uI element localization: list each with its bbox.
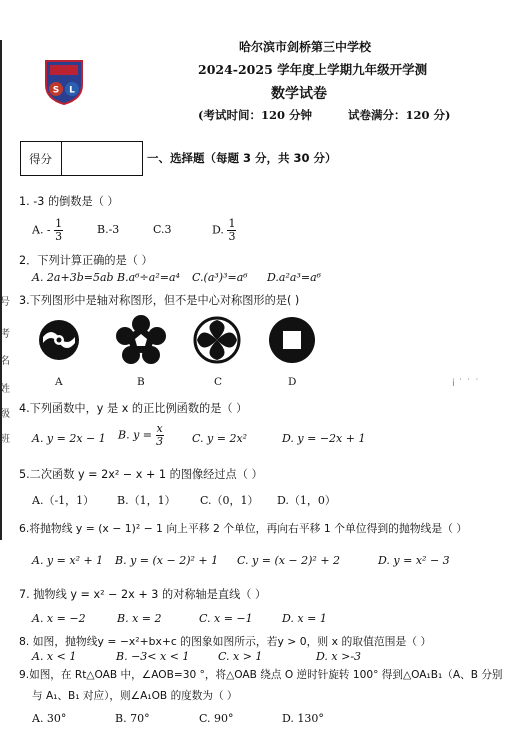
section-title: 一、选择题（每题 3 分，共 30 分） [147,151,337,165]
school-name: 哈尔滨市剑桥第三中学校 [239,40,372,54]
q5-option-c: C.（0，1） [200,494,259,507]
q6-option-d: D. y = x² − 3 [378,554,450,567]
side-mark: 班 [0,434,10,445]
question-4: 4.下列函数中，y 是 x 的正比例函数的是（ ） [19,402,248,415]
q7-option-b: B. x = 2 [117,612,162,625]
q4-option-d: D. y = −2x + 1 [282,432,366,445]
exam-time: (考试时间：120 分钟 [198,108,312,122]
score-divider [61,142,62,175]
q1-d-prefix: D. [212,223,224,237]
side-mark: 级 [0,409,10,420]
side-mark: 姓 [0,384,10,395]
question-8: 8. 如图，抛物线y = −x²+bx+c 的图象如图所示，若y > 0，则 x 的取值范围是（ ） [19,635,432,648]
question-3: 3.下列图形中是轴对称图形，但不是中心对称图形的是( ) [19,294,300,307]
q8-option-a: A. x < 1 [32,650,77,663]
q8-option-b: B. −3< x < 1 [116,650,190,663]
figure-a [38,315,80,365]
q9-option-c: C. 90° [199,712,234,725]
q9-option-a: A. 30° [32,712,67,725]
exam-term: 2024-2025 学年度上学期九年级开学测 [198,62,428,77]
binding-line [0,40,2,540]
q1-option-a [32,218,63,243]
question-7: 7. 抛物线 y = x² − 2x + 3 的对称轴是直线（ ） [19,588,267,601]
q1-option-c: C.3 [153,223,172,236]
scan-noise: i ˙ ˙ ˙ [452,378,480,389]
q6-option-b: B. y = (x − 2)² + 1 [115,554,219,567]
figure-c-label: C [214,376,223,388]
q9-option-d: D. 130° [282,712,324,725]
q4-b-prefix: B. y = [118,428,153,442]
q2-option-d: D.a²a³=a⁶ [267,271,322,284]
figure-b [116,315,166,365]
q2-option-a: A. 2a+3b=5ab [32,271,114,284]
score-box [20,141,143,176]
question-1: 1. -3 的倒数是（ ） [19,195,119,208]
q6-option-a: A. y = x² + 1 [32,554,104,567]
q8-option-c: C. x > 1 [218,650,263,663]
q1-option-b: B.-3 [97,223,120,236]
q1-d-num: 1 [228,217,236,230]
question-9-line-2: 与 A₁、B₁ 对应），则∠A₁OB 的度数为（ ） [32,690,238,702]
figure-d [267,315,317,365]
score-label: 得分 [29,152,52,166]
figure-b-label: B [137,376,145,388]
q8-option-d: D. x >-3 [316,650,362,663]
q5-option-b: B.（1，1） [117,494,176,507]
q4-b-num: x [156,422,163,435]
side-mark: 名 [0,356,10,367]
q1-option-d [212,218,236,243]
svg-text:L: L [69,85,75,96]
q4-option-a: A. y = 2x − 1 [32,432,106,445]
q1-a-den: 3 [55,230,63,244]
question-2: 2．下列计算正确的是（ ） [19,254,153,267]
q1-a-prefix: A. - [32,223,51,237]
question-9-line-1: 9.如图，在 Rt△OAB 中，∠AOB=30 °，将△OAB 绕点 O 逆时针旋转 100° 得到△OA₁B₁（A、B 分别 [19,669,503,681]
q5-option-d: D.（1，0） [277,494,336,507]
q9-option-b: B. 70° [115,712,150,725]
q7-option-c: C. x = −1 [199,612,253,625]
q4-option-c: C. y = 2x² [192,432,248,445]
question-6: 6.将抛物线 y = (x − 1)² − 1 向上平移 2 个单位，再向右平移 1 个单位得到的抛物线是（ ） [19,522,468,535]
subject-title: 数学试卷 [271,86,327,102]
q4-option-b [118,423,164,448]
school-logo [42,55,86,105]
side-mark: 考 [0,329,10,340]
side-mark: 号 [0,297,10,308]
q7-option-a: A. x = −2 [32,612,86,625]
q1-a-num: 1 [55,217,63,230]
q2-option-c: C.(a³)³=a⁶ [192,271,248,284]
question-5: 5.二次函数 y = 2x² − x + 1 的图像经过点（ ） [19,468,263,481]
exam-score: 试卷满分：120 分) [348,108,451,122]
q4-b-den: 3 [156,435,164,449]
q6-option-c: C. y = (x − 2)² + 2 [237,554,341,567]
q7-option-d: D. x = 1 [282,612,327,625]
figure-a-label: A [55,376,63,388]
q2-option-b: B.a⁶÷a²=a⁴ [117,271,180,284]
figure-d-label: D [288,376,297,388]
figure-c [192,315,242,365]
svg-text:S: S [52,85,60,96]
q5-option-a: A.（-1，1） [32,494,95,507]
q1-d-den: 3 [228,230,236,244]
